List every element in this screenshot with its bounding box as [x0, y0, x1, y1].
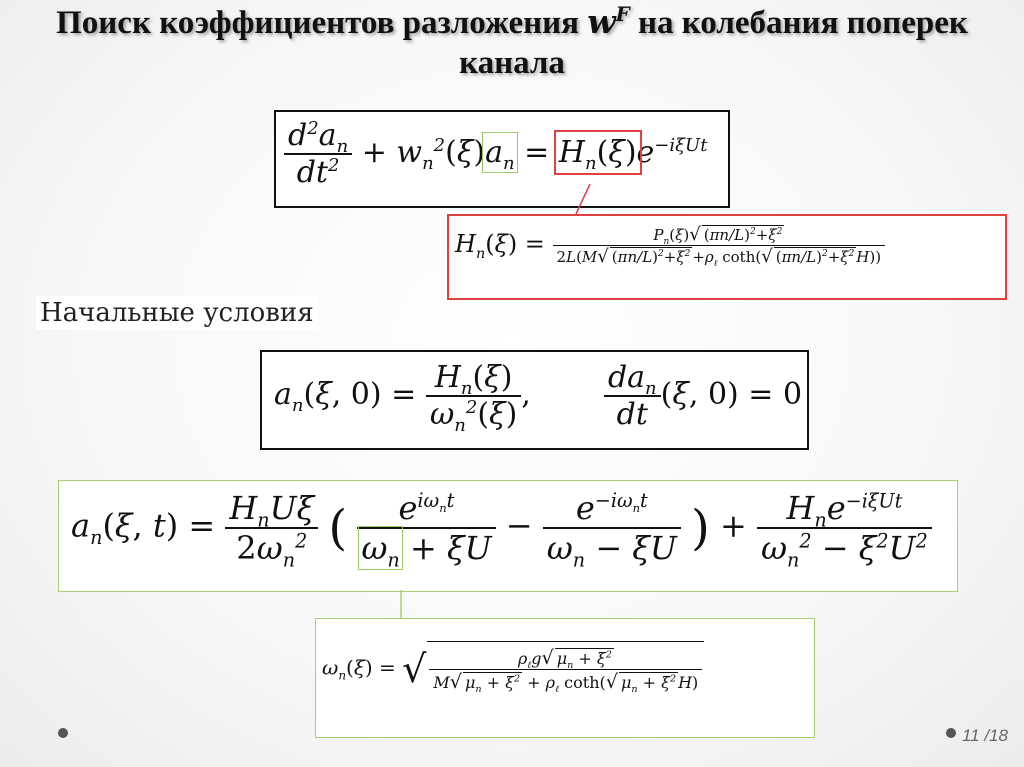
title-var-sup: F — [615, 2, 630, 26]
omega-definition-box: $\omega_n(\xi)$ = √ $\frac{\rho_\ell g√ \mu_n + \xi^2}{M√ \mu_n + \xi^2 + \rho_\ell \cot h(√ \mu_n + \xi^2 H)}$ — [315, 618, 815, 738]
prev-slide-dot[interactable] — [58, 728, 68, 738]
slide-title — [40, 2, 984, 83]
title-suffix: на колебания поперек — [637, 5, 968, 41]
omega-n-highlight: $\omega_n$ — [361, 529, 400, 572]
a-n-highlight: $a_n$ — [485, 135, 515, 174]
page-indicator: 11 /18 — [961, 726, 1008, 745]
initial-conditions-box: $a_n(\xi$, 0) = $\frac{H_n(\xi)}{\omega_n^2(\xi)}$ , $\frac{da_n}{dt}$ (ξ, 0) = 0 — [260, 350, 809, 450]
title-var: w — [587, 2, 616, 41]
solution-box: $a_n(\xi$, t) = $\frac{H_nU\xi}{2\omega_n^2}$ ( $\frac{e^{i\omega_nt}}{\omega_n + \xi U}$ − $\frac{e^{-i\omega_nt}}{\omega_n - \xi U}$ ) + $\frac{H_ne^{-i\xi Ut}}{\omega_n^2 - \xi^2U^2}$ — [58, 480, 958, 592]
initial-conditions-label: Начальные условия — [36, 296, 318, 330]
h-definition-box: $H_n(\xi)$ = $\frac{P_n(\xi)√ (\pi n/L)^2+\xi^2}{2L(M√ (\pi n/L)^2+\xi^2 +\rho_\ell \cot h(√ (\pi n/L)^2+\xi^2 H))}$ — [447, 214, 1007, 300]
green-connector — [395, 590, 407, 620]
title-line2: канала — [459, 45, 565, 81]
h-n-highlight: $H_n(\xi)$ — [558, 135, 637, 174]
title-prefix: Поиск коэффициентов разложения — [56, 5, 579, 41]
red-connector — [570, 184, 600, 216]
next-slide-dot[interactable] — [946, 728, 956, 738]
ode-equation-box: $\frac{d^2a_n}{dt^2}$ + $w_n^2(\xi)a_n = H_n(\xi)e^{-i\xi Ut}$ — [274, 110, 730, 208]
